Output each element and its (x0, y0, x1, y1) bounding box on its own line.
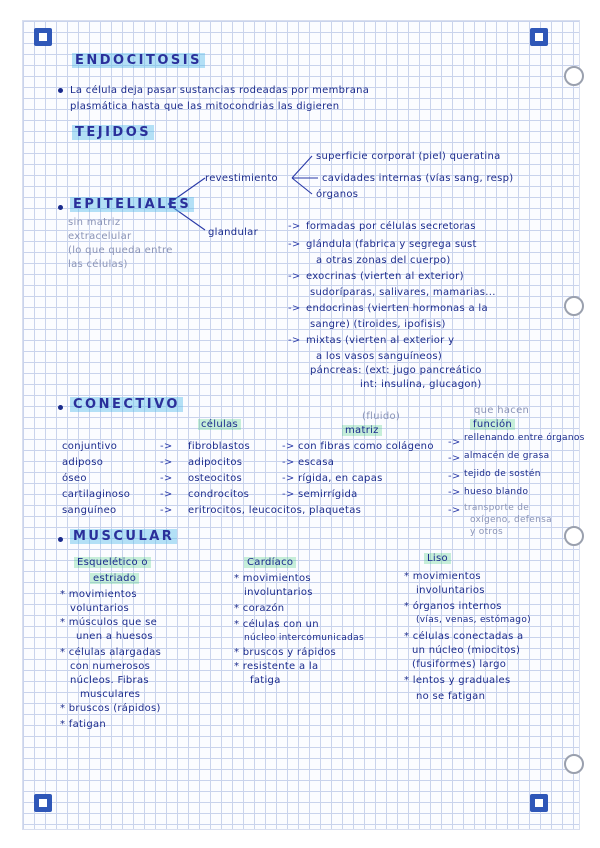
col-header-matriz: matriz (342, 425, 382, 436)
conectivo-tissue: cartilaginoso (62, 489, 131, 500)
liso-item: * células conectadas a (404, 631, 524, 642)
arrow-icon: -> (288, 271, 301, 282)
arrow-icon: -> (288, 221, 301, 232)
liso-item: (vías, venas, estómago) (416, 615, 531, 625)
conectivo-func: hueso blando (464, 487, 529, 497)
arrow-icon: -> (282, 473, 295, 484)
cardiaco-item: * células con un (234, 619, 319, 630)
conectivo-func-extra: y otros (470, 527, 504, 537)
glandular-item: glándula (fabrica y segrega sust (306, 239, 477, 250)
conectivo-matrix: escasa (298, 457, 335, 468)
conectivo-func: transporte de (464, 503, 530, 513)
arrow-icon: -> (288, 335, 301, 346)
epiteliales-note-line: las células) (68, 259, 128, 270)
esqueletico-item: * fatigan (60, 719, 107, 730)
esqueletico-item: núcleos. Fibras (70, 675, 149, 686)
conectivo-title: CONECTIVO (70, 397, 183, 412)
cardiaco-item: * movimientos (234, 573, 311, 584)
arrow-icon: -> (282, 489, 295, 500)
conectivo-tissue: óseo (62, 473, 87, 484)
esqueletico-item: * bruscos (rápidos) (60, 703, 161, 714)
col-header-matriz-note: (fluido) (362, 411, 401, 422)
glandular-item: a otras zonas del cuerpo) (316, 255, 451, 266)
arrow-icon: -> (160, 489, 173, 500)
arrow-icon: -> (448, 505, 461, 516)
conectivo-matrix: semirrígida (298, 489, 358, 500)
conectivo-func: almacén de grasa (464, 451, 550, 461)
col-header-funcion: función (470, 419, 515, 430)
conectivo-cell: eritrocitos, leucocitos, plaquetas (188, 505, 362, 516)
liso-item: * movimientos (404, 571, 481, 582)
arrow-icon: -> (448, 471, 461, 482)
conectivo-tissue: adiposo (62, 457, 104, 468)
glandular-item: endocrinas (vierten hormonas a la (306, 303, 488, 314)
epiteliales-note-line: extracelular (68, 231, 132, 242)
conectivo-cell: fibroblastos (188, 441, 250, 452)
esqueletico-item: * músculos que se (60, 617, 158, 628)
cardiaco-title: Cardíaco (244, 557, 296, 568)
conectivo-cell: adipocitos (188, 457, 243, 468)
epiteliales-title: EPITELIALES (70, 197, 194, 212)
conectivo-cell: osteocitos (188, 473, 243, 484)
liso-item: (fusiformes) largo (412, 659, 507, 670)
conectivo-cell: condrocitos (188, 489, 250, 500)
bullet (58, 88, 63, 93)
arrow-icon: -> (282, 457, 295, 468)
liso-item: * órganos internos (404, 601, 502, 612)
arrow-icon: -> (288, 239, 301, 250)
endocitosis-text-line: plasmática hasta que las mitocondrias las digieren (70, 101, 340, 112)
arrow-icon: -> (160, 473, 173, 484)
revestimiento-item: superficie corporal (piel) queratina (316, 151, 501, 162)
conectivo-tissue: conjuntivo (62, 441, 118, 452)
arrow-icon: -> (448, 453, 461, 464)
glandular-item: sangre) (tiroides, ipofisis) (310, 319, 446, 330)
esqueletico-item: con numerosos (70, 661, 151, 672)
liso-item: no se fatigan (416, 691, 486, 702)
esqueletico-item: * células alargadas (60, 647, 162, 658)
cardiaco-item: involuntarios (244, 587, 313, 598)
muscular-title: MUSCULAR (70, 529, 177, 544)
epiteliales-note-line: sin matriz (68, 217, 121, 228)
esqueletico-item: unen a huesos (76, 631, 153, 642)
cardiaco-item: fatiga (250, 675, 281, 686)
esqueletico-item: * movimientos (60, 589, 137, 600)
liso-item: * lentos y graduales (404, 675, 511, 686)
glandular-label: glandular (208, 227, 258, 238)
arrow-icon: -> (160, 505, 173, 516)
cardiaco-item: núcleo intercomunicadas (244, 633, 364, 643)
glandular-item: int: insulina, glucagon) (360, 379, 482, 390)
arrow-icon: -> (448, 487, 461, 498)
arrow-icon: -> (160, 457, 173, 468)
arrow-icon: -> (288, 303, 301, 314)
esqueletico-item: musculares (80, 689, 141, 700)
glandular-item: exocrinas (vierten al exterior) (306, 271, 464, 282)
glandular-item: a los vasos sanguíneos) (316, 351, 443, 362)
arrow-icon: -> (448, 437, 461, 448)
arrow-icon: -> (282, 441, 295, 452)
cardiaco-item: * corazón (234, 603, 285, 614)
epiteliales-note-line: (lo que queda entre (68, 245, 173, 256)
cardiaco-item: * resistente a la (234, 661, 319, 672)
bullet (58, 537, 63, 542)
col-header-funcion-note: que hacen (474, 405, 530, 416)
bullet (58, 205, 63, 210)
conectivo-matrix: con fibras como colágeno (298, 441, 434, 452)
conectivo-func-extra: oxígeno, defensa (470, 515, 552, 525)
revestimiento-item: cavidades internas (vías sang, resp) (322, 173, 514, 184)
arrow-icon: -> (160, 441, 173, 452)
esqueletico-title: estriado (90, 573, 139, 584)
glandular-item: mixtas (vierten al exterior y (306, 335, 455, 346)
glandular-item: sudoríparas, salivares, mamarias... (310, 287, 496, 298)
cardiaco-item: * bruscos y rápidos (234, 647, 337, 658)
conectivo-tissue: sanguíneo (62, 505, 117, 516)
endocitosis-text-line: La célula deja pasar sustancias rodeadas por membrana (70, 85, 370, 96)
bullet (58, 405, 63, 410)
liso-title: Liso (424, 553, 451, 564)
liso-item: un núcleo (miocitos) (412, 645, 521, 656)
glandular-item: formadas por células secretoras (306, 221, 476, 232)
esqueletico-item: voluntarios (70, 603, 130, 614)
revestimiento-label: revestimiento (205, 173, 278, 184)
esqueletico-title: Esquelético o (74, 557, 151, 568)
tejidos-title: TEJIDOS (72, 125, 154, 140)
revestimiento-item: órganos (316, 189, 359, 200)
endocitosis-title: ENDOCITOSIS (72, 53, 205, 68)
conectivo-matrix: rígida, en capas (298, 473, 383, 484)
conectivo-func: rellenando entre órganos (464, 433, 585, 443)
col-header-celulas: células (198, 419, 241, 430)
conectivo-func: tejido de sostén (464, 469, 541, 479)
glandular-item: páncreas: (ext: jugo pancreático (310, 365, 482, 376)
liso-item: involuntarios (416, 585, 485, 596)
